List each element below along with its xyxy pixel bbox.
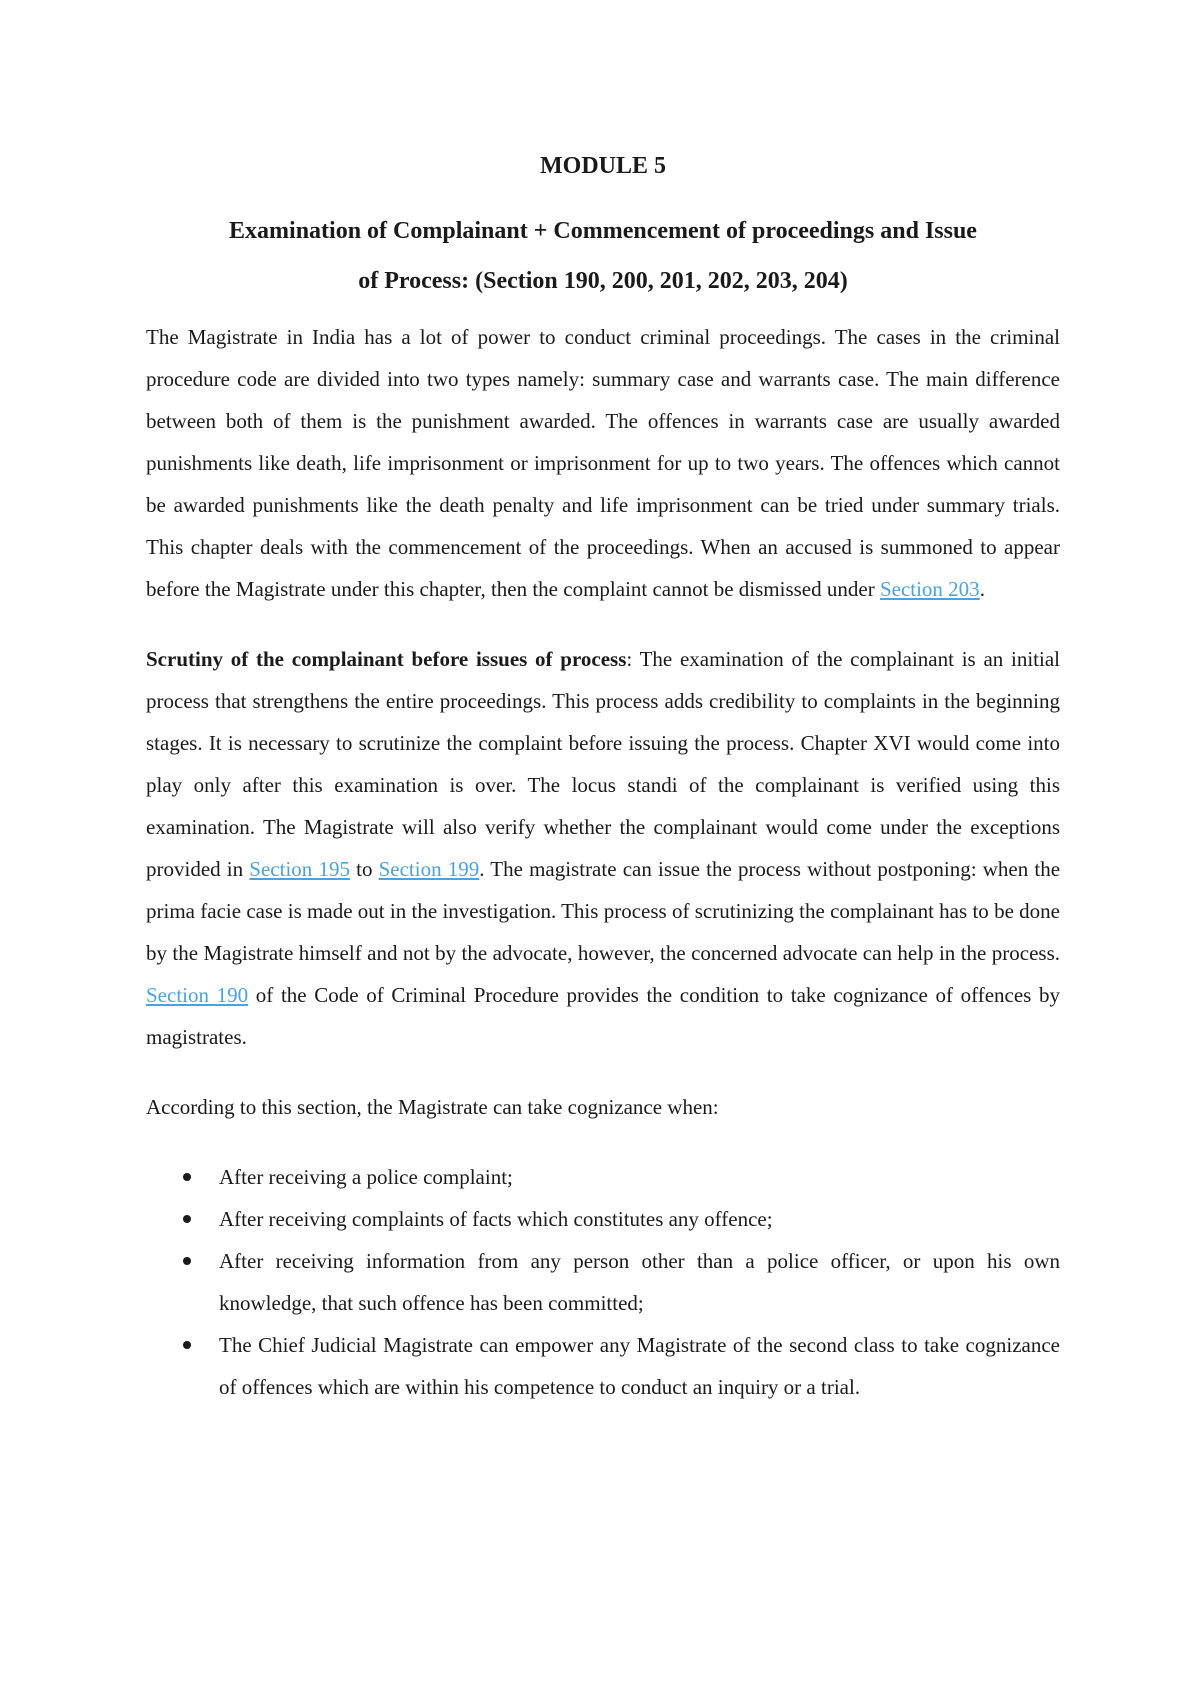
list-item: [146, 1240, 1060, 1324]
intro-paragraph: [146, 316, 1060, 610]
intro-end: .: [979, 577, 985, 601]
cognizance-list: [146, 1156, 1060, 1408]
scrutiny-text-1: : The examination of the complainant is an initial process that strengthens the entire proceedings. This process adds credibility to complaints in the beginning stages. It is necessary to scrutinize the complaint before issuing the process. Chapter XVI would come into play only after this examination is over. The locus standi of the complainant is verified using this examination. The Magistrate will also verify whether the complainant would come under the exceptions provided in: [146, 647, 1060, 881]
section-heading: [146, 206, 1060, 306]
section-heading-line-1: Examination of Complainant + Commencement of proceedings and Issue: [229, 218, 977, 244]
according-paragraph: According to this section, the Magistrate can take cognizance when:: [146, 1095, 719, 1119]
list-item-text: After receiving a police complaint;: [219, 1165, 513, 1189]
section-190-link[interactable]: Section 190: [146, 983, 249, 1007]
intro-text: The Magistrate in India has a lot of power to conduct criminal proceedings. The cases in the criminal procedure code are divided into two types namely: summary case and warrants case. The main difference between both of them is the punishment awarded. The offences in warrants case are usually awarded punishments like death, life imprisonment or imprisonment for up to two years. The offences which cannot be awarded punishments like the death penalty and life imprisonment can be tried under summary trials. This chapter deals with the commencement of the proceedings. When an accused is summoned to appear before the Magistrate under this chapter, then the complaint cannot be dismissed under: [146, 325, 1060, 601]
bullet-icon: [183, 1215, 191, 1223]
list-item-text: The Chief Judicial Magistrate can empower any Magistrate of the second class to take cognizance of offences which are within his competence to conduct an inquiry or a trial.: [219, 1333, 1060, 1399]
section-195-link[interactable]: Section 195: [249, 857, 350, 881]
list-item: [146, 1324, 1060, 1408]
list-item: [146, 1156, 1060, 1198]
scrutiny-heading: Scrutiny of the complainant before issues of process: [146, 647, 627, 671]
scrutiny-text-2: to: [349, 857, 379, 881]
scrutiny-paragraph: [146, 638, 1060, 1058]
bullet-icon: [183, 1173, 191, 1181]
list-item-text: After receiving complaints of facts which constitutes any offence;: [219, 1207, 773, 1231]
list-item-text: After receiving information from any person other than a police officer, or upon his own knowledge, that such offence has been committed;: [219, 1249, 1060, 1315]
bullet-icon: [183, 1257, 191, 1265]
section-heading-line-2: of Process: (Section 190, 200, 201, 202, 203, 204): [358, 268, 848, 294]
section-199-link[interactable]: Section 199: [378, 857, 480, 881]
list-item: [146, 1198, 1060, 1240]
document-page: [146, 150, 1060, 1408]
module-title: MODULE 5: [540, 153, 666, 179]
bullet-icon: [183, 1341, 191, 1349]
scrutiny-text-3: . The magistrate can issue the process without postponing: when the prima facie case is made out in the investigation. This process of scrutinizing the complainant has to be done by the Magistrate himself and not by the advocate, however, the concerned advocate can help in the process.: [146, 857, 1061, 965]
scrutiny-text-4: of the Code of Criminal Procedure provides the condition to take cognizance of offences by magistrates.: [146, 983, 1060, 1049]
section-203-link[interactable]: Section 203: [879, 577, 980, 601]
